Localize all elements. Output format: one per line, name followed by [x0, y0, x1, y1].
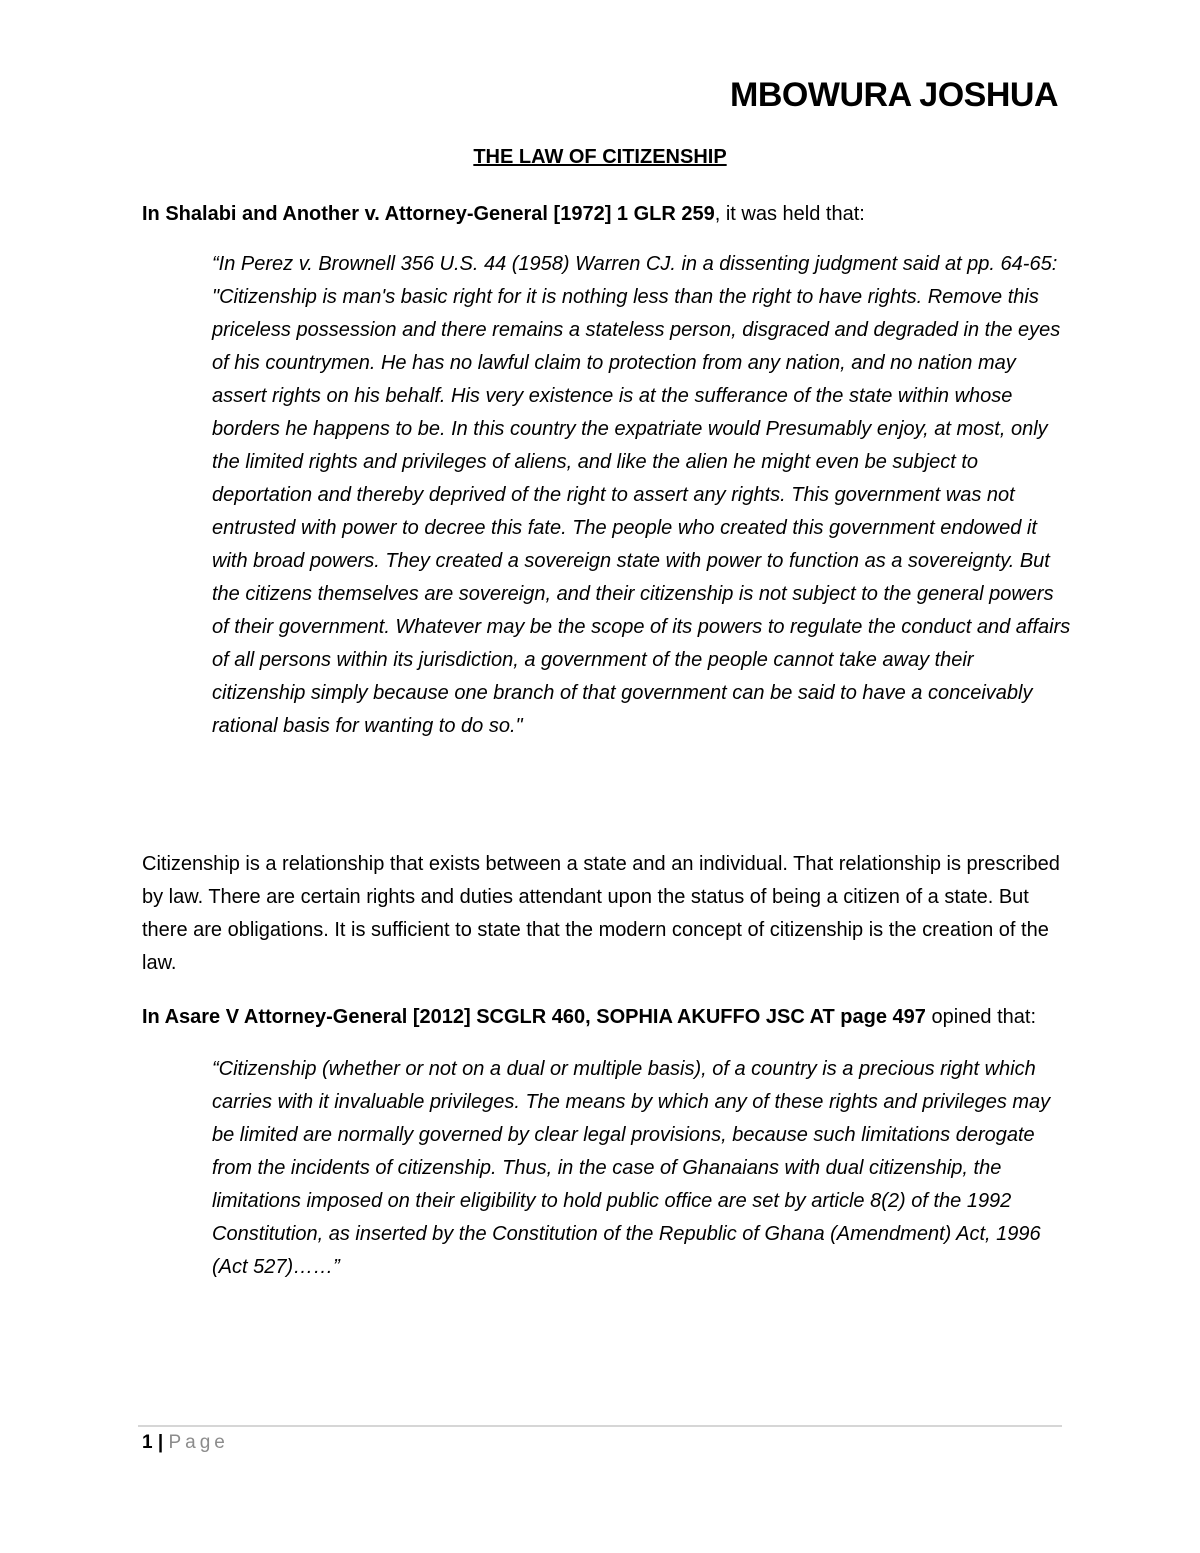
second-case-text: opined that:	[925, 1006, 1037, 1028]
footer-separator: |	[157, 1432, 164, 1453]
page-footer	[142, 1432, 229, 1454]
footer-divider	[138, 1425, 1062, 1427]
block-quote-perez: “In Perez v. Brownell 356 U.S. 44 (1958) Warren CJ. in a dissenting judgment said at pp. 64-65: "Citizenship is man's basic right for it is nothing less than the right to have rights. Remove this priceless possession and there remains a stateless person, disgraced and degraded in the eyes of his countrymen. He has no lawful claim to protection from any nation, and no nation may assert rights on his behalf. His very existence is at the sufferance of the state within whose borders he happens to be. In this country the expatriate would Presumably enjoy, at most, only the limited rights and privileges of aliens, and like the alien he might even be subject to deportation and thereby deprived of the right to assert any rights. This government was not entrusted with power to decree this fate. The people who created this government endowed it with broad powers. They created a sovereign state with power to function as a sovereignty. But the citizens themselves are sovereign, and their citizenship is not subject to the general powers of their government. Whatever may be the scope of its powers to regulate the conduct and affairs of all persons within its jurisdiction, a government of the people cannot take away their citizenship simply because one branch of that government can be said to have a conceivably rational basis for wanting to do so."	[212, 253, 1071, 737]
intro-paragraph	[142, 198, 1062, 231]
case-citation: In Shalabi and Another v. Attorney-General [1972] 1 GLR 259	[142, 203, 715, 225]
document-title: THE LAW OF CITIZENSHIP	[473, 146, 727, 168]
page-label: Page	[168, 1432, 229, 1453]
intro-text: , it was held that:	[714, 203, 865, 225]
page-number: 1	[142, 1432, 153, 1453]
second-case-paragraph	[142, 1001, 1062, 1034]
case-citation-asare: In Asare V Attorney-General [2012] SCGLR 460, SOPHIA AKUFFO JSC AT page 497	[142, 1006, 926, 1028]
block-quote-asare: “Citizenship (whether or not on a dual or multiple basis), of a country is a precious right which carries with it invaluable privileges. The means by which any of these rights and privileges may be limited are normally governed by clear legal provisions, because such limitations derogate from the incidents of citizenship. Thus, in the case of Ghanaians with dual citizenship, the limitations imposed on their eligibility to hold public office are set by article 8(2) of the 1992 Constitution, as inserted by the Constitution of the Republic of Ghana (Amendment) Act, 1996 (Act 527)……”	[212, 1058, 1051, 1278]
body-paragraph: Citizenship is a relationship that exists between a state and an individual. That relationship is prescribed by law. There are certain rights and duties attendant upon the status of being a citizen of a state. But there are obligations. It is sufficient to state that the modern concept of citizenship is the creation of the law.	[142, 853, 1060, 974]
author-heading: MBOWURA JOSHUA	[730, 76, 1058, 114]
